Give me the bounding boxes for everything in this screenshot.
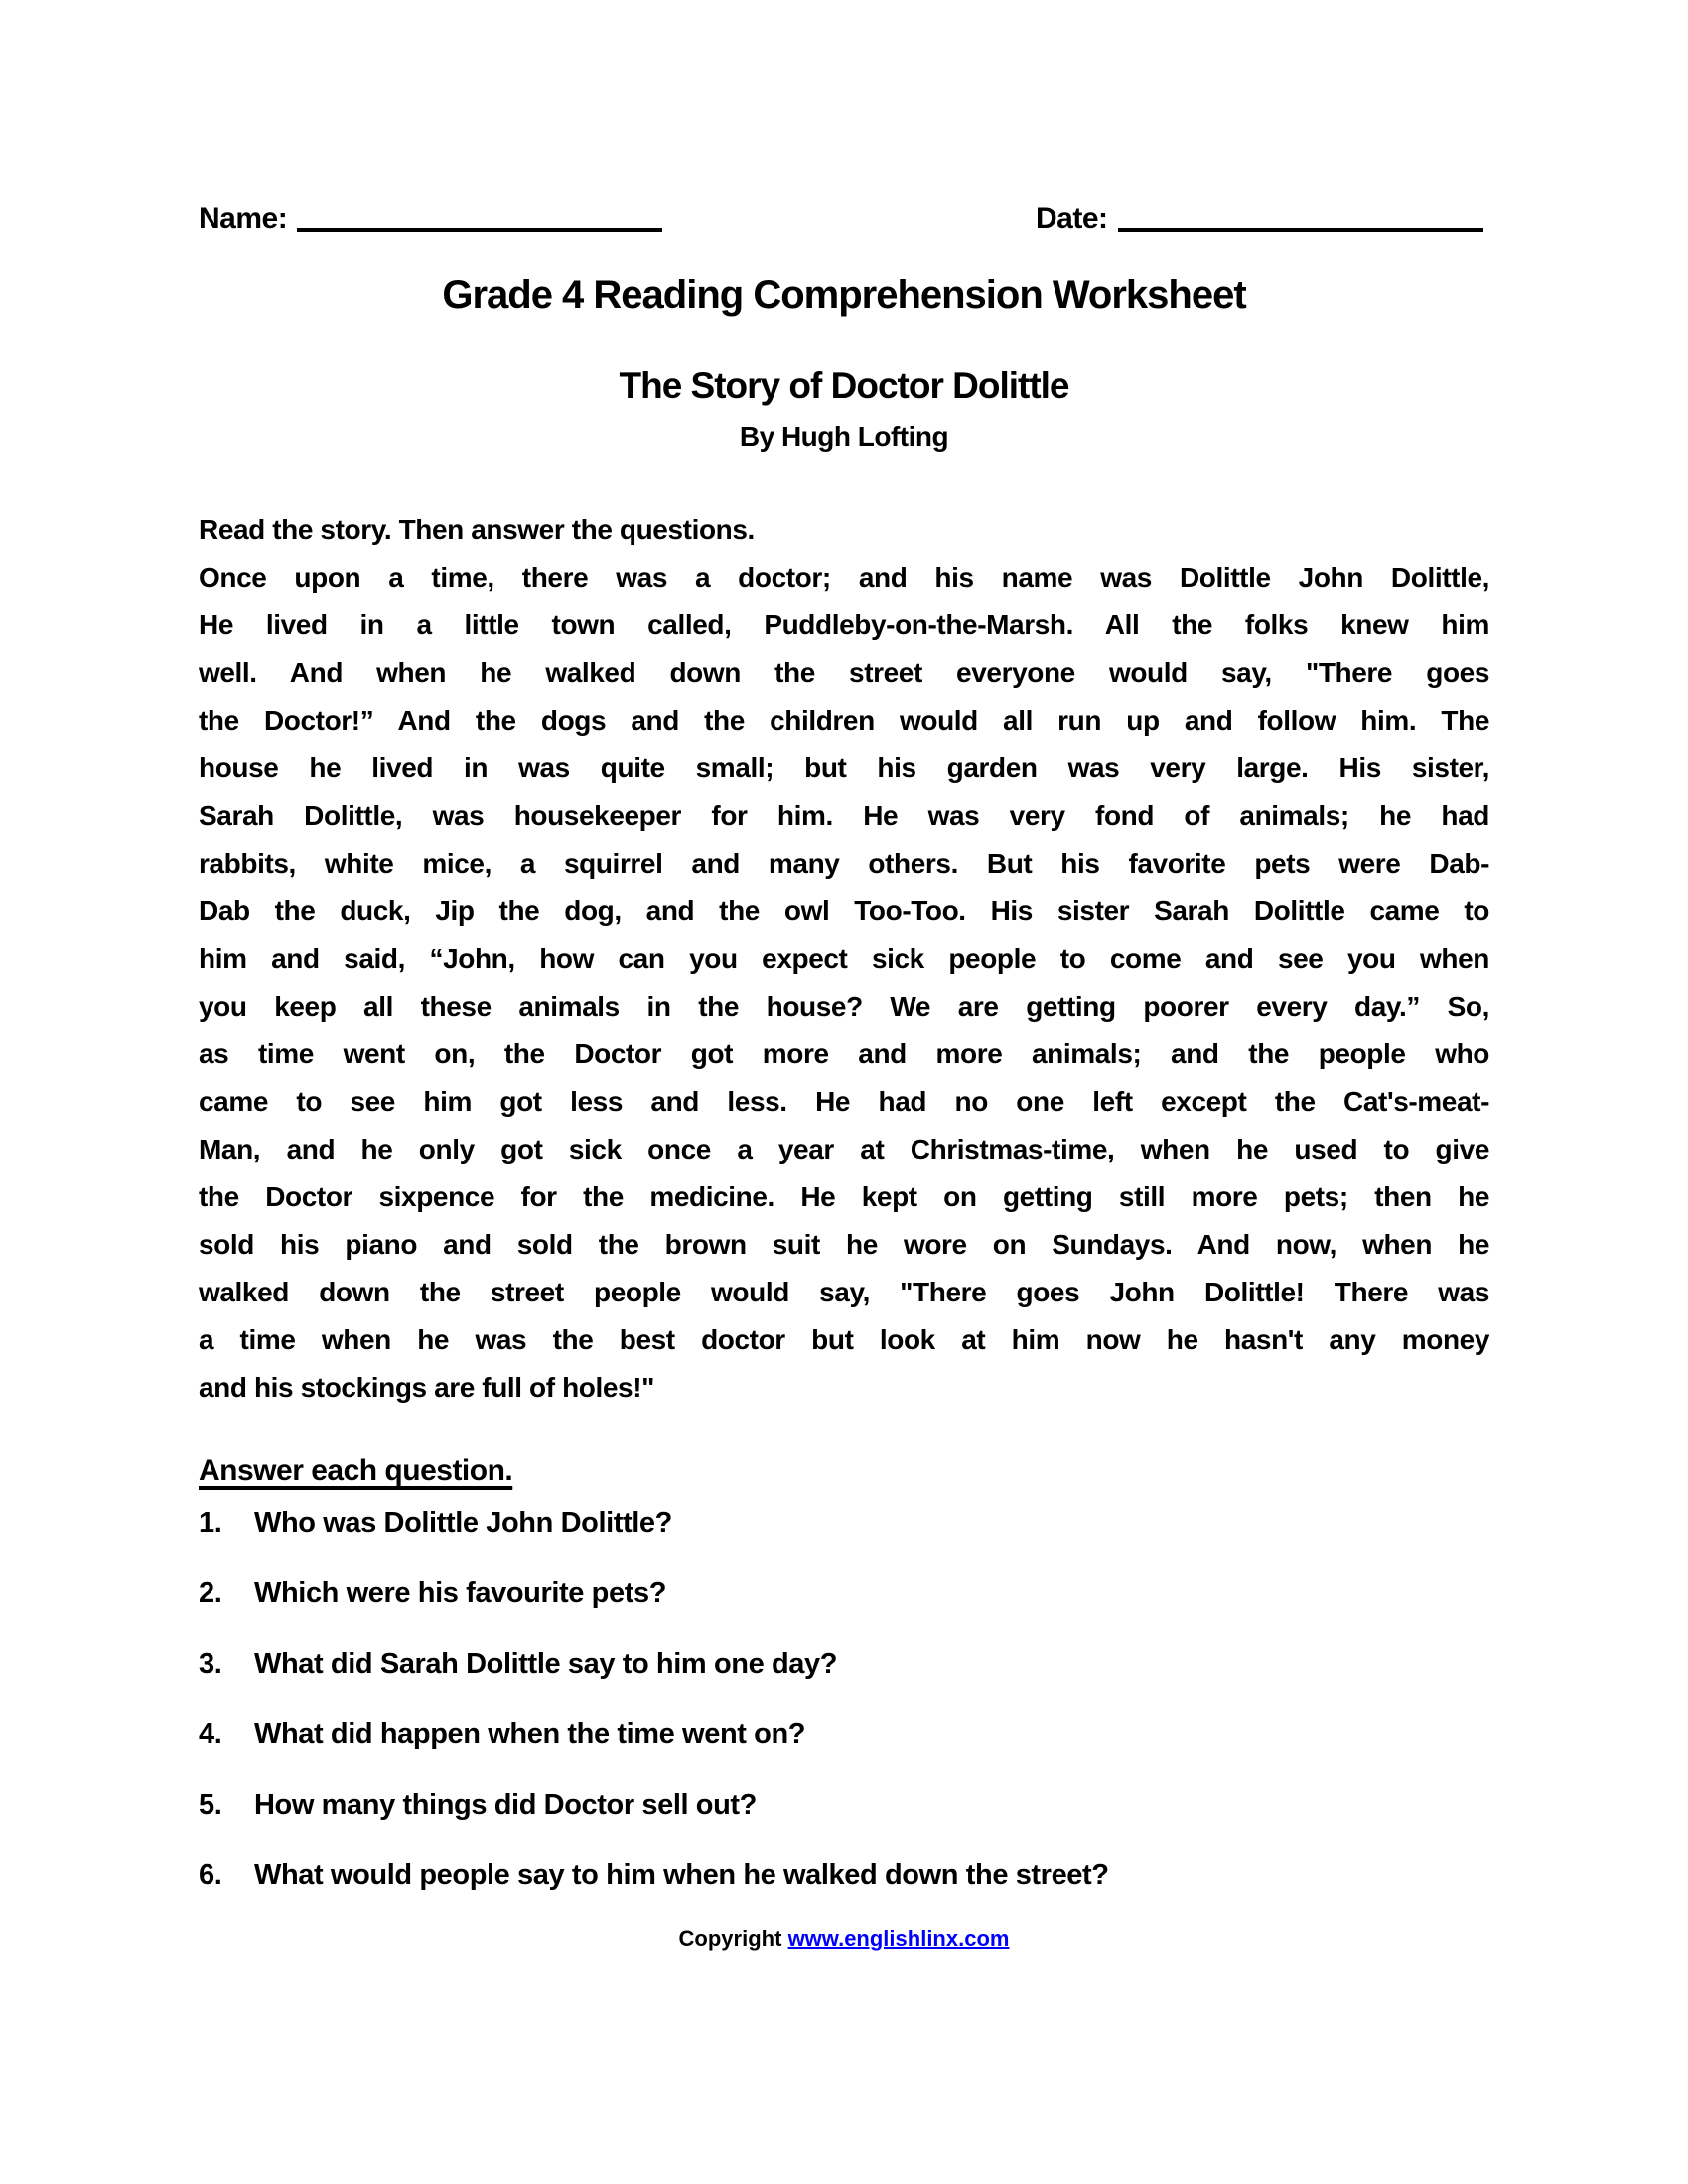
question-text: Which were his favourite pets? xyxy=(254,1577,667,1609)
copyright-label: Copyright xyxy=(678,1926,782,1951)
question-item xyxy=(199,1499,1489,1547)
story-line: as time went on, the Doctor got more and more animals; and the people who xyxy=(199,1038,1489,1069)
story-line: came to see him got less and less. He had no one left except the Cat's-meat- xyxy=(199,1086,1489,1117)
question-text: What did Sarah Dolittle say to him one day? xyxy=(254,1648,838,1680)
story-instruction: Read the story. Then answer the questions. xyxy=(199,514,755,545)
name-label: Name: xyxy=(199,203,288,235)
story-line: the Doctor!” And the dogs and the children would all run up and follow him. The xyxy=(199,705,1489,736)
story-last-line: and his stockings are full of holes!" xyxy=(199,1372,654,1403)
story-line: sold his piano and sold the brown suit he wore on Sundays. And now, when he xyxy=(199,1229,1489,1260)
story-line: Dab the duck, Jip the dog, and the owl Too-Too. His sister Sarah Dolittle came to xyxy=(199,895,1489,926)
story-line: house he lived in was quite small; but his garden was very large. His sister, xyxy=(199,752,1489,783)
worksheet-title: Grade 4 Reading Comprehension Worksheet xyxy=(442,273,1246,317)
date-field xyxy=(1036,200,1483,239)
story-line: you keep all these animals in the house? We are getting poorer every day.” So, xyxy=(199,991,1489,1022)
date-blank-line xyxy=(1118,228,1483,232)
name-blank-line xyxy=(297,228,662,232)
story-title: The Story of Doctor Dolittle xyxy=(619,365,1069,406)
story-line: Man, and he only got sick once a year at Christmas-time, when he used to give xyxy=(199,1134,1489,1164)
story-paragraph xyxy=(199,554,1489,1364)
question-item xyxy=(199,1640,1489,1688)
story-line: Sarah Dolittle, was housekeeper for him. He was very fond of animals; he had xyxy=(199,800,1489,831)
footer xyxy=(0,1924,1688,1954)
question-list xyxy=(199,1499,1489,1922)
question-item xyxy=(199,1570,1489,1617)
question-item xyxy=(199,1851,1489,1899)
copyright-link[interactable]: www.englishlinx.com xyxy=(787,1926,1010,1951)
question-item xyxy=(199,1710,1489,1758)
question-number: 3. xyxy=(199,1648,222,1680)
story-byline: By Hugh Lofting xyxy=(739,421,949,452)
story-line: He lived in a little town called, Puddleby-on-the-Marsh. All the folks knew him xyxy=(199,610,1489,640)
story-line: a time when he was the best doctor but look at him now he hasn't any money xyxy=(199,1324,1489,1355)
story-block xyxy=(199,506,1489,1412)
story-line: rabbits, white mice, a squirrel and many others. But his favorite pets were Dab- xyxy=(199,848,1489,879)
question-number: 4. xyxy=(199,1718,222,1750)
date-label: Date: xyxy=(1036,203,1108,235)
question-number: 1. xyxy=(199,1507,222,1539)
name-field xyxy=(199,200,662,239)
question-text: How many things did Doctor sell out? xyxy=(254,1789,758,1821)
question-number: 6. xyxy=(199,1859,222,1891)
question-text: What did happen when the time went on? xyxy=(254,1718,806,1750)
question-number: 2. xyxy=(199,1577,222,1609)
question-number: 5. xyxy=(199,1789,222,1821)
answer-section-heading: Answer each question. xyxy=(199,1454,513,1487)
story-line: Once upon a time, there was a doctor; and his name was Dolittle John Dolittle, xyxy=(199,562,1489,593)
question-text: Who was Dolittle John Dolittle? xyxy=(254,1507,672,1539)
question-text: What would people say to him when he walked down the street? xyxy=(254,1859,1109,1891)
story-line: him and said, “John, how can you expect sick people to come and see you when xyxy=(199,943,1489,974)
story-line: walked down the street people would say, "There goes John Dolittle! There was xyxy=(199,1277,1489,1307)
story-line: well. And when he walked down the street everyone would say, "There goes xyxy=(199,657,1489,688)
story-line: the Doctor sixpence for the medicine. He kept on getting still more pets; then he xyxy=(199,1181,1489,1212)
question-item xyxy=(199,1781,1489,1829)
